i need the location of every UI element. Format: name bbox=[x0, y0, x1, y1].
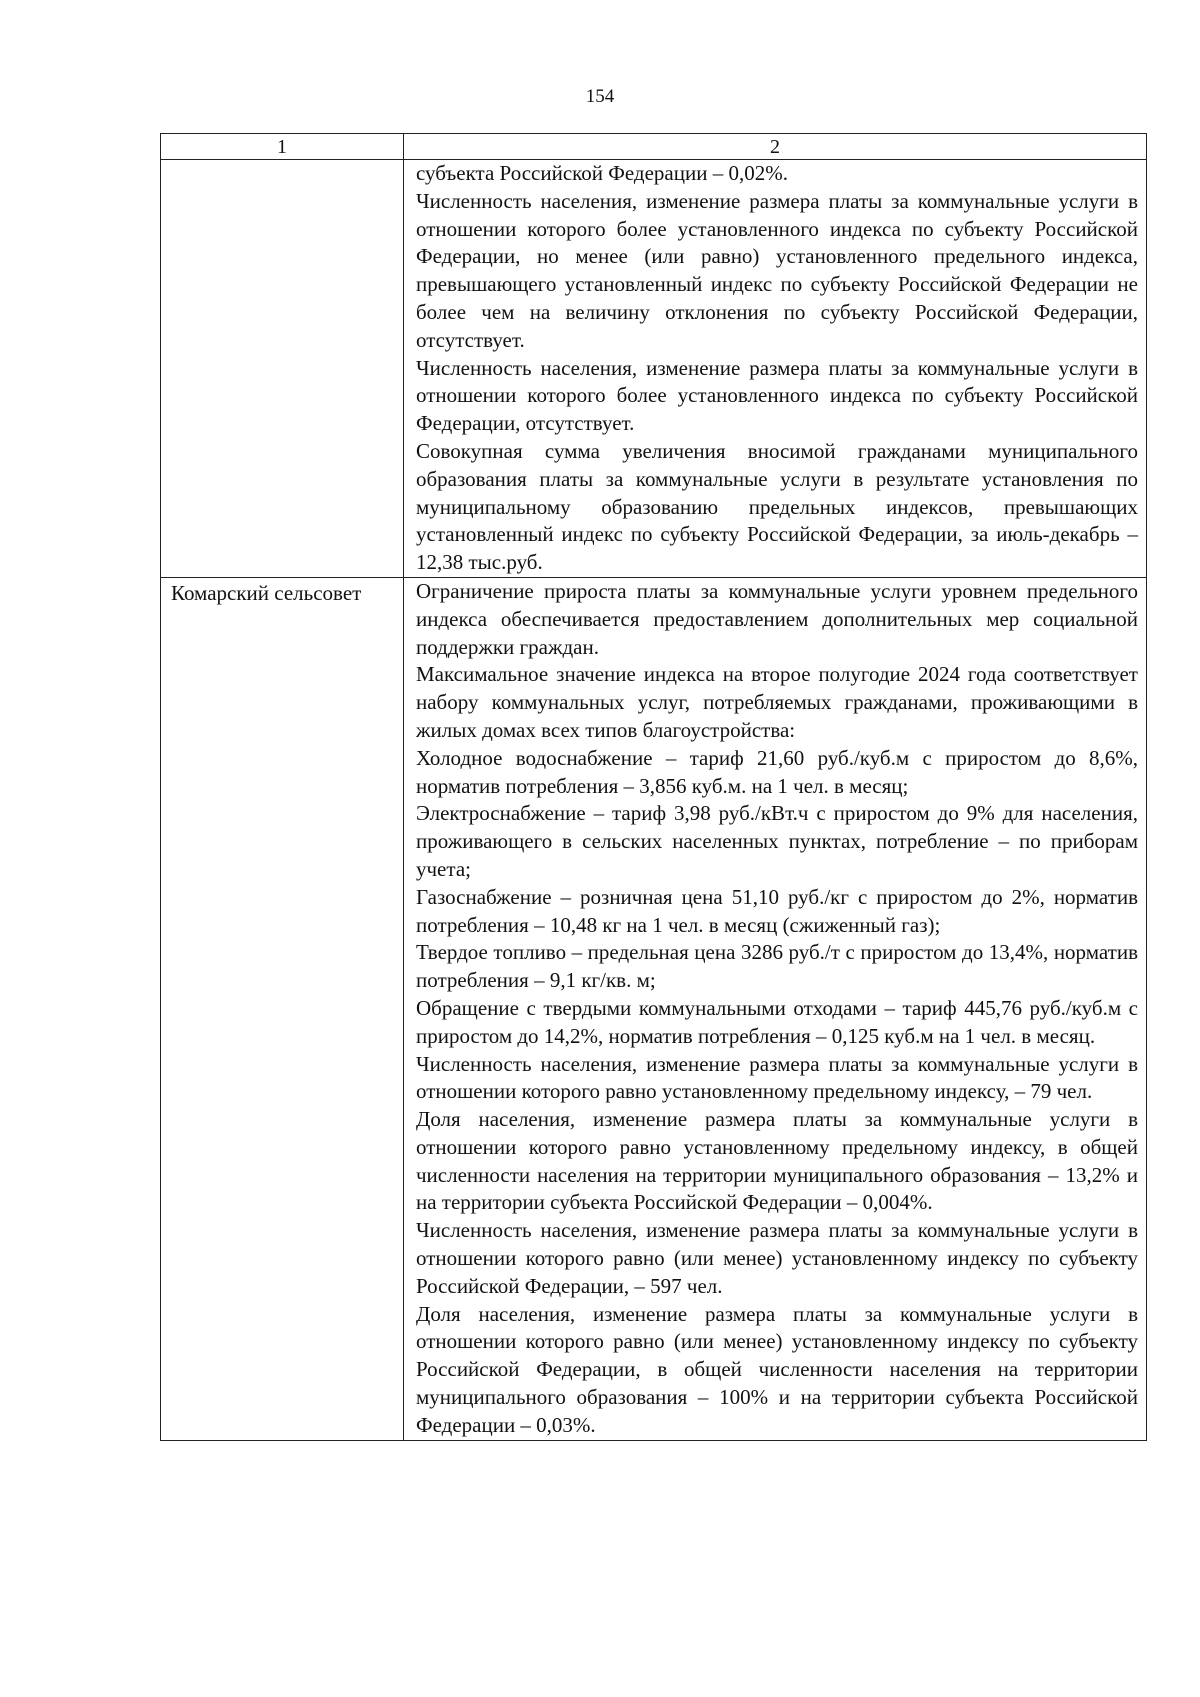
table-header-row bbox=[161, 134, 1147, 160]
paragraph: Численность населения, изменение размера платы за коммунальные услуги в отношении которого более установленного индекса по субъекту Российской Федерации, отсутствует. bbox=[416, 355, 1138, 436]
paragraph: Численность населения, изменение размера платы за коммунальные услуги в отношении которого равно (или менее) установленному индексу по субъекту Российской Федерации, – 597 чел. bbox=[416, 1218, 1138, 1298]
table-row bbox=[161, 160, 1147, 578]
page-number: 154 bbox=[585, 86, 615, 107]
table-row bbox=[161, 577, 1147, 1440]
paragraph: Максимальное значение индекса на второе полугодие 2024 года соответствует набору коммунальных услуг, потребляемых гражданами, проживающими в жилых домах всех типов благоустройства: bbox=[416, 662, 1138, 742]
paragraph: Численность населения, изменение размера платы за коммунальные услуги в отношении которого более установленного индекса по субъекту Российской Федерации, но менее (или равно) установленного предельного индекса, превышающего установленный индекс по субъекту Российской Федерации не более чем на величину отклонения по субъекту Российской Федерации, отсутствует. bbox=[416, 188, 1138, 352]
paragraph: Обращение с твердыми коммунальными отходами – тариф 445,76 руб./куб.м с приростом до 14,2%, норматив потребления – 0,125 куб.м на 1 чел. в месяц. bbox=[416, 995, 1138, 1048]
paragraph: Доля населения, изменение размера платы за коммунальные услуги в отношении которого равно установленному предельному индексу, в общей численности населения на территории муниципального образования – 13,2% и на территории субъекта Российской Федерации – 0,004%. bbox=[416, 1107, 1138, 1215]
paragraph: Доля населения, изменение размера платы за коммунальные услуги в отношении которого равно (или менее) установленному индексу по субъекту Российской Федерации, в общей численности населения на территории муниципального образования – 100% и на территории субъекта Российской Федерации – 0,03%. bbox=[416, 1301, 1138, 1437]
municipality-name-cell: Комарский сельсовет bbox=[161, 577, 404, 1440]
paragraph: Холодное водоснабжение – тариф 21,60 руб./куб.м с приростом до 8,6%, норматив потребления – 3,856 куб.м. на 1 чел. в месяц; bbox=[416, 745, 1138, 798]
description-cell bbox=[404, 577, 1147, 1440]
municipality-name-cell bbox=[161, 160, 404, 578]
column-header-2: 2 bbox=[404, 134, 1147, 160]
paragraph: Ограничение прироста платы за коммунальные услуги уровнем предельного индекса обеспечивается предоставлением дополнительных мер социальной поддержки граждан. bbox=[416, 578, 1138, 659]
paragraph: Газоснабжение – розничная цена 51,10 руб./кг с приростом до 2%, норматив потребления – 10,48 кг на 1 чел. в месяц (сжиженный газ); bbox=[416, 884, 1138, 937]
column-header-1: 1 bbox=[161, 134, 404, 160]
paragraph: Совокупная сумма увеличения вносимой гражданами муниципального образования платы за коммунальные услуги в результате установления по муниципальному образованию предельных индексов, превышающих установленный индекс по субъекту Российской Федерации, за июль-декабрь – 12,38 тыс.руб. bbox=[416, 438, 1138, 575]
paragraph: Электроснабжение – тариф 3,98 руб./кВт.ч с приростом до 9% для населения, проживающего в сельских населенных пунктах, потребление – по приборам учета; bbox=[416, 801, 1138, 881]
paragraph: Твердое топливо – предельная цена 3286 руб./т с приростом до 13,4%, норматив потребления – 9,1 кг/кв. м; bbox=[416, 940, 1138, 993]
paragraph: субъекта Российской Федерации – 0,02%. bbox=[416, 161, 788, 185]
document-table bbox=[160, 133, 1147, 1441]
description-cell bbox=[404, 160, 1147, 578]
paragraph: Численность населения, изменение размера платы за коммунальные услуги в отношении которого равно установленному предельному индексу, – 79 чел. bbox=[416, 1051, 1138, 1104]
